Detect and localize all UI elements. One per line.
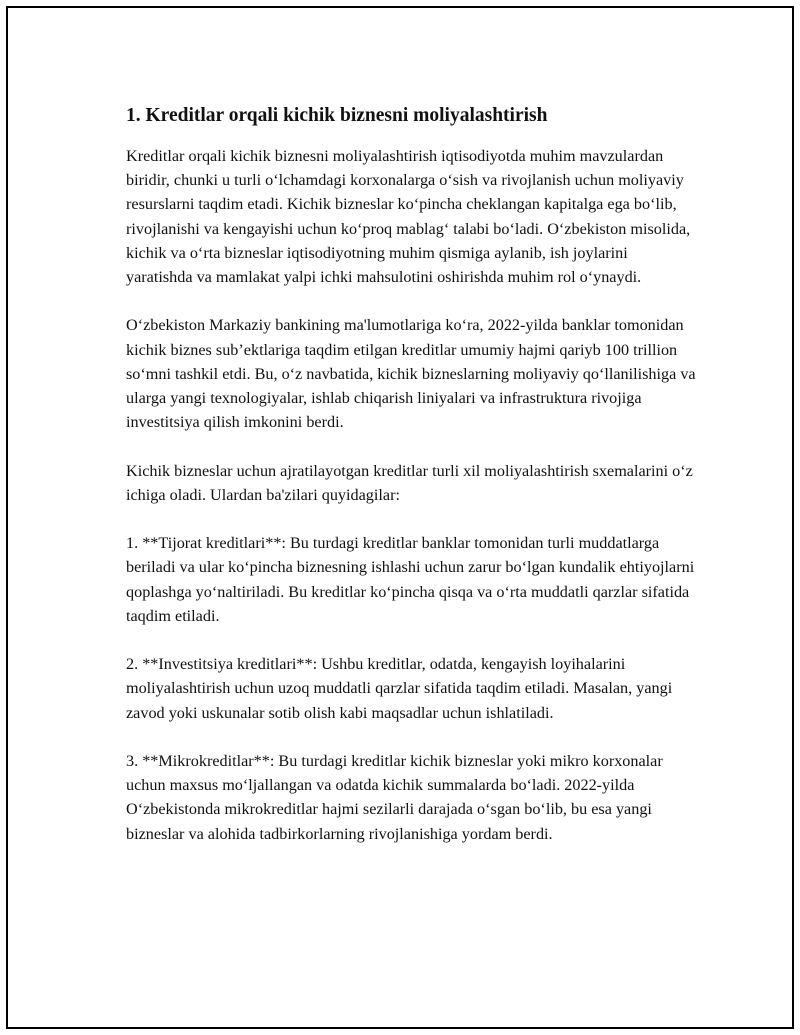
paragraph-schemes-intro: Kichik bizneslar uchun ajratilayotgan kreditlar turli xil moliyalashtirish sxemalarini o‘z ichiga oladi. Ulardan ba'zilari quyidagilar: xyxy=(126,461,693,504)
list-item-investment-credits: 2. **Investitsiya kreditlari**: Ushbu kreditlar, odatda, kengayish loyihalarini moliyalashtirish uchun uzoq muddatli qarzlar sifatida taqdim etiladi. Masalan, yangi zavod yoki uskunalar sotib olish kabi maqsadlar uchun ishlatiladi. xyxy=(126,655,673,722)
list-item-microcredits: 3. **Mikrokreditlar**: Bu turdagi kreditlar kichik bizneslar yoki mikro korxonalar uchun maxsus mo‘ljallangan va odatda kichik summalarda bo‘ladi. 2022-yilda O‘zbekistonda mikrokreditlar hajmi sezilarli darajada o‘sgan bo‘lib, bu esa yangi bizneslar va alohida tadbirkorlarning rivojlanishiga yordam berdi. xyxy=(126,752,663,843)
page-frame xyxy=(6,6,794,1029)
paragraph-central-bank-data: O‘zbekiston Markaziy bankining ma'lumotlariga ko‘ra, 2022-yilda banklar tomonidan kichik biznes sub’ektlariga taqdim etilgan kreditlar umumiy hajmi qariyb 100 trillion so‘mni tashkil etdi. Bu, o‘z navbatida, kichik bizneslarning moliyaviy qo‘llanilishiga va ularga yangi texnologiyalar, ishlab chiqarish liniyalari va infrastruktura rivojiga investitsiya qilish imkonini berdi. xyxy=(126,316,696,432)
document-body xyxy=(126,104,696,870)
list-item-commercial-credits: 1. **Tijorat kreditlari**: Bu turdagi kreditlar banklar tomonidan turli muddatlarga beriladi va ular ko‘pincha biznesning ishlashi uchun zarur bo‘lgan kundalik ehtiyojlarni qoplashga yo‘naltiriladi. Bu kreditlar ko‘pincha qisqa va o‘rta muddatli qarzlar sifatida taqdim etiladi. xyxy=(126,534,695,625)
paragraph-intro: Kreditlar orqali kichik biznesni moliyalashtirish iqtisodiyotda muhim mavzulardan biridir, chunki u turli o‘lchamdagi korxonalarga o‘sish va rivojlanish uchun moliyaviy resurslarni taqdim etadi. Kichik bizneslar ko‘pincha cheklangan kapitalga ega bo‘lib, rivojlanishi va kengayishi uchun ko‘proq mablag‘ talabi bo‘ladi. O‘zbekiston misolida, kichik va o‘rta bizneslar iqtisodiyotning muhim qismiga aylanib, ish joylarini yaratishda va mamlakat yalpi ichki mahsulotini oshirishda muhim rol o‘ynaydi. xyxy=(126,147,691,287)
section-heading: 1. Kreditlar orqali kichik biznesni moliyalashtirish xyxy=(126,105,548,126)
